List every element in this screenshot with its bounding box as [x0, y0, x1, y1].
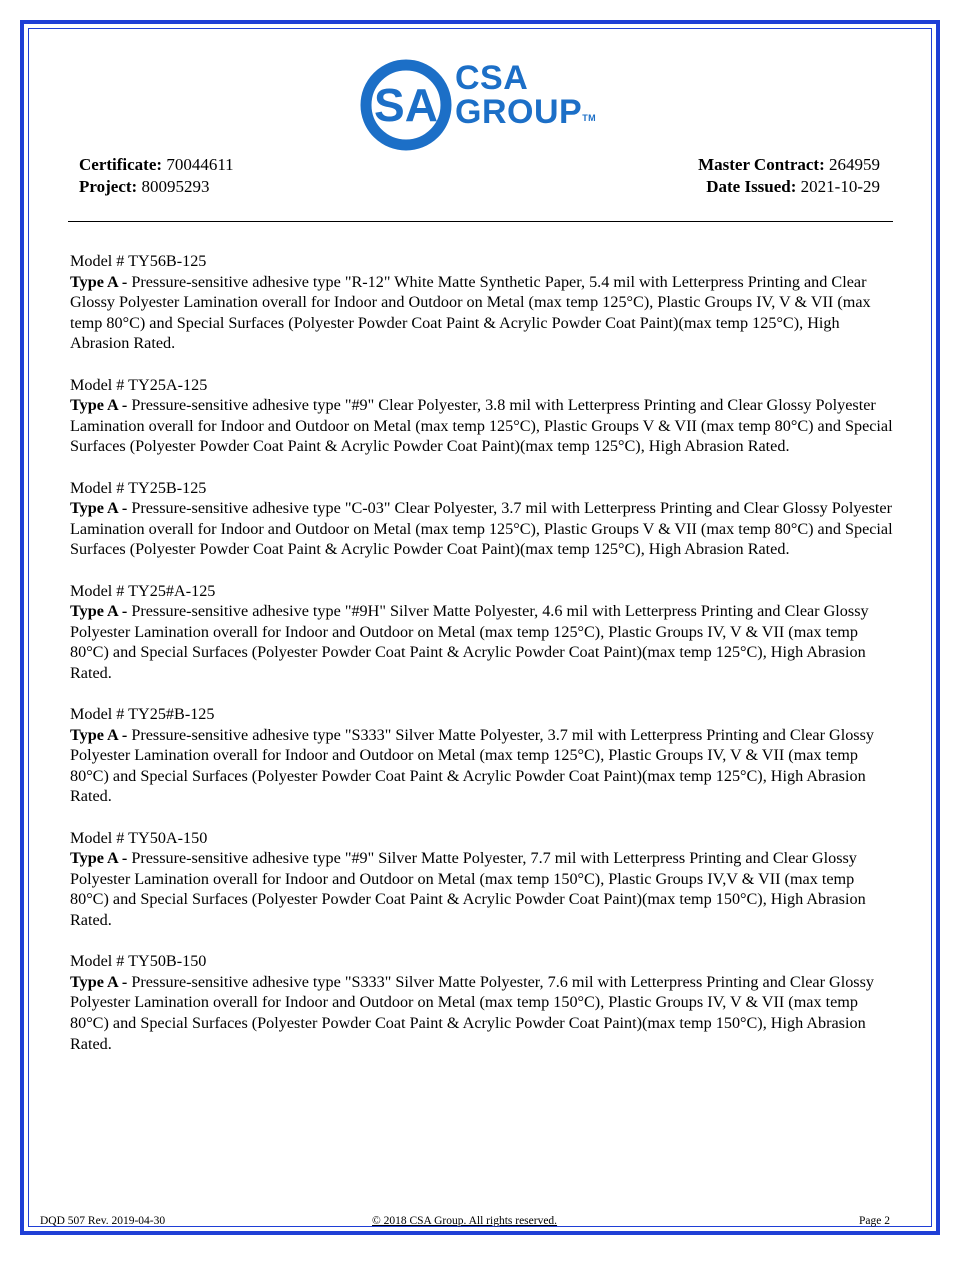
- type-label: Type A -: [70, 725, 128, 744]
- header-right: [698, 154, 880, 198]
- logo-line-csa: CSA: [455, 59, 529, 97]
- csa-group-logo: [360, 55, 610, 155]
- model-title: Model # TY25#B-125: [70, 705, 215, 724]
- footer-form-revision: DQD 507 Rev. 2019-04-30: [40, 1215, 166, 1227]
- logo-line-group: GROUP: [455, 93, 583, 131]
- type-label: Type A -: [70, 602, 128, 621]
- trademark-mark: TM: [582, 113, 597, 123]
- date-issued-value: 2021-10-29: [800, 177, 880, 196]
- model-entry: [70, 704, 895, 807]
- certificate-value: 70044611: [166, 155, 234, 174]
- model-entry: [70, 478, 895, 560]
- footer-page-number: Page 2: [859, 1215, 890, 1227]
- model-entry: [70, 581, 895, 684]
- logo-wordmark: [455, 61, 596, 129]
- model-title: Model # TY25B-125: [70, 478, 207, 497]
- model-description: Pressure-sensitive adhesive type "S333" Silver Matte Polyester, 3.7 mil with Letterpress Printing and Clear Glossy Polyester Lamination overall for Indoor and Outdoor on Metal (max temp 125°C), Plastic Groups IV, V & VII (max temp 80°C) and Special Surfaces (Polyester Powder Coat Paint & Acrylic Powder Coat Paint)(max temp 125°C), High Abrasion Rated.: [70, 725, 875, 806]
- svg-text:SA: SA: [374, 79, 438, 131]
- master-contract-label: Master Contract:: [698, 155, 825, 174]
- model-description: Pressure-sensitive adhesive type "R-12" White Matte Synthetic Paper, 5.4 mil with Letterpress Printing and Clear Glossy Polyester Lamination overall for Indoor and Outdoor on Metal (max temp 125°C), Plastic Groups IV, V & VII (max temp 80°C) and Special Surfaces (Polyester Powder Coat Paint & Acrylic Powder Coat Paint)(max temp 125°C), High Abrasion Rated.: [70, 272, 871, 353]
- model-title: Model # TY56B-125: [70, 252, 207, 270]
- model-description: Pressure-sensitive adhesive type "#9" Silver Matte Polyester, 7.7 mil with Letterpress Printing and Clear Glossy Polyester Lamination overall for Indoor and Outdoor on Metal (max temp 150°C), Plastic Groups IV,V & VII (max temp 80°C) and Special Surfaces (Polyester Powder Coat Paint & Acrylic Powder Coat Paint)(max temp 150°C), High Abrasion Rated.: [70, 849, 866, 929]
- certificate-label: Certificate:: [79, 155, 163, 174]
- date-issued-label: Date Issued:: [706, 177, 797, 196]
- type-label: Type A -: [70, 972, 128, 991]
- model-description: Pressure-sensitive adhesive type "C-03" Clear Polyester, 3.7 mil with Letterpress Printing and Clear Glossy Polyester Lamination overall for Indoor and Outdoor on Metal (max temp 125°C), Plastic Groups V & VII (max temp 80°C) and Special Surfaces (Polyester Powder Coat Paint & Acrylic Powder Coat Paint)(max temp 125°C), High Abrasion Rated.: [70, 499, 893, 559]
- master-contract-value: 264959: [829, 155, 880, 174]
- model-title: Model # TY50A-150: [70, 828, 208, 847]
- header-left: [79, 154, 234, 198]
- model-entry: [70, 251, 895, 354]
- footer-copyright: © 2018 CSA Group. All rights reserved.: [372, 1215, 558, 1227]
- model-description: Pressure-sensitive adhesive type "#9H" Silver Matte Polyester, 4.6 mil with Letterpress Printing and Clear Glossy Polyester Lamination overall for Indoor and Outdoor on Metal (max temp 125°C), Plastic Groups IV, V & VII (max temp 80°C) and Special Surfaces (Polyester Powder Coat Paint & Acrylic Powder Coat Paint)(max temp 125°C), High Abrasion Rated.: [70, 602, 869, 682]
- type-label: Type A -: [70, 499, 128, 518]
- model-description: Pressure-sensitive adhesive type "S333" Silver Matte Polyester, 7.6 mil with Letterpress Printing and Clear Glossy Polyester Lamination overall for Indoor and Outdoor on Metal (max temp 150°C), Plastic Groups IV, V & VII (max temp 80°C) and Special Surfaces (Polyester Powder Coat Paint & Acrylic Powder Coat Paint)(max temp 150°C), High Abrasion Rated.: [70, 972, 875, 1053]
- project-label: Project:: [79, 177, 138, 196]
- project-value: 80095293: [141, 177, 210, 196]
- model-title: Model # TY25A-125: [70, 375, 208, 394]
- type-label: Type A -: [70, 272, 128, 291]
- csa-emblem-icon: [360, 55, 452, 155]
- model-title: Model # TY25#A-125: [70, 581, 216, 600]
- model-title: Model # TY50B-150: [70, 952, 207, 971]
- model-entry: [70, 951, 895, 1054]
- model-entry: [70, 375, 895, 457]
- model-description: Pressure-sensitive adhesive type "#9" Clear Polyester, 3.8 mil with Letterpress Printing and Clear Glossy Polyester Lamination overall for Indoor and Outdoor on Metal (max temp 125°C), Plastic Groups V & VII (max temp 80°C) and Special Surfaces (Polyester Powder Coat Paint & Acrylic Powder Coat Paint)(max temp 125°C), High Abrasion Rated.: [70, 396, 893, 456]
- model-list: [70, 251, 895, 1075]
- type-label: Type A -: [70, 396, 128, 415]
- type-label: Type A -: [70, 849, 128, 868]
- header-divider: [68, 221, 893, 222]
- model-entry: [70, 828, 895, 931]
